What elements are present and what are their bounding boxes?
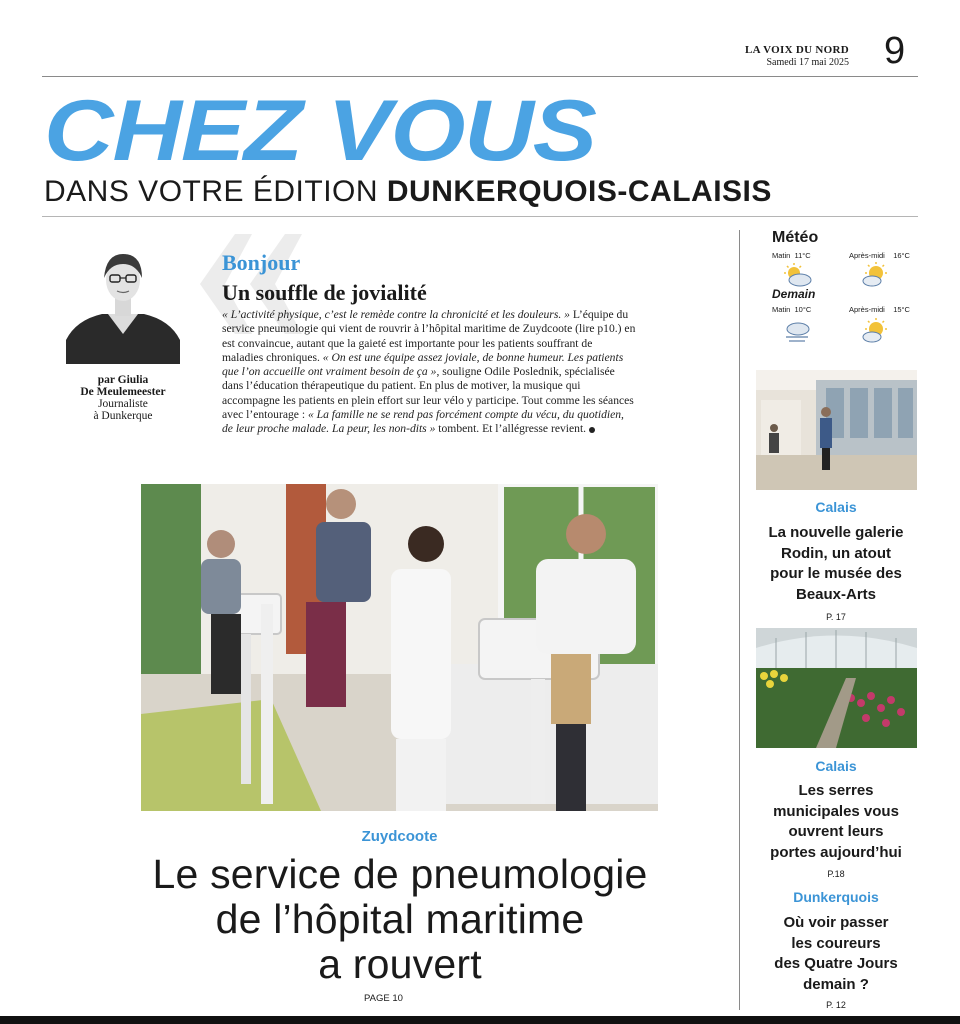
sidebar-story1-headline [750, 523, 922, 605]
headline-line: de l’hôpital maritime [215, 896, 585, 942]
sidebar-story2-page-ref: P.18 [827, 869, 845, 879]
page-number: 9 [884, 30, 906, 72]
weather-title: Météo [772, 229, 819, 246]
headline-line: des Quatre Jours [774, 955, 898, 972]
weather-temp: 15°C [893, 305, 910, 314]
editorial-quote-3: « La famille ne se rend pas forcément compte du vécu, du quotidien, de leur proche malade. La peur, les non-dits » [222, 408, 624, 436]
section-rule [42, 216, 918, 217]
editorial-text-3: tombent. Et l’allégresse revient. [435, 422, 587, 436]
author-role: Journaliste [98, 398, 148, 410]
weather-label: Après-midi [849, 251, 885, 260]
headline-line: Rodin, un atout [781, 544, 891, 562]
editorial-quote-1: « L’activité physique, c’est le remède contre la chronicité et les douleurs. » [222, 308, 570, 321]
headline-line: demain ? [803, 975, 869, 993]
bottom-band [0, 1016, 960, 1024]
museum-gallery-photo [756, 370, 917, 490]
issue-date: Samedi 17 mai 2025 [766, 57, 849, 68]
headline-line: Les serres [798, 782, 874, 799]
sidebar-story3-kicker: Dunkerquois [793, 889, 879, 905]
newspaper-name: LA VOIX DU NORD [745, 44, 850, 56]
fog-cloud-icon [780, 318, 814, 344]
headline-line: Le service de pneumologie [152, 851, 648, 897]
editorial-title: Un souffle de jovialité [222, 280, 427, 305]
editorial-text-2: , souligne Odile Poslednik, spécialisée dans l’éducation thérapeutique du patient. En plus de motiver, la musique qui accompagne les patients en plein effort sur leur vélo y participe. Tout comme les séances avec l’entourage : [222, 365, 634, 422]
editorial-kicker: Bonjour [222, 250, 301, 275]
sun-cloud-icon [858, 318, 892, 344]
headline-line: a rouvert [318, 941, 482, 987]
headline-line: ouvrent leurs [788, 823, 884, 840]
weather-tomorrow-morning-label [772, 305, 811, 314]
top-rule [42, 76, 918, 77]
headline-line: Beaux-Arts [795, 585, 877, 603]
author-location: à Dunkerque [93, 410, 153, 422]
main-story-headline [90, 852, 710, 987]
weather-label: Après-midi [849, 305, 885, 314]
weather-morning-label [772, 251, 811, 260]
sidebar-story3-page-ref: P. 12 [826, 1000, 846, 1010]
section-title: CHEZ VOUS [44, 83, 596, 179]
editorial-quote-2: « On est une équipe assez joviale, de bonne humeur. Les patients que l’on accueille ont vraiment besoin de ça » [222, 350, 624, 379]
headline-line: portes aujourd’hui [770, 843, 902, 861]
headline-line: municipales vous [773, 802, 899, 820]
section-subtitle [44, 174, 772, 210]
subtitle-edition: DUNKERQUOIS-CALAISIS [386, 175, 772, 208]
author-name: De Meulemeester [80, 386, 166, 398]
author-portrait [66, 248, 180, 364]
sun-cloud-icon [858, 262, 892, 288]
end-bullet-icon [589, 427, 595, 433]
main-story-kicker: Zuydcoote [361, 828, 438, 845]
headline-line: pour le musée des [770, 565, 902, 582]
weather-tomorrow-afternoon-label [849, 305, 910, 314]
editorial-body [222, 308, 636, 437]
weather-tomorrow-title: Demain [772, 287, 816, 301]
weather-temp: 10°C [794, 305, 812, 314]
headline-line: les coureurs [791, 934, 881, 952]
weather-temp: 11°C [794, 251, 811, 260]
author-by: par Giulia [97, 374, 149, 386]
author-credit [60, 374, 186, 422]
weather-label: Matin [772, 305, 791, 314]
editorial-text-1: L’équipe du service pneumologie qui vient de rouvrir à l’hôpital maritime de Zuydcoote (lire p10.) en est convaincue, autant que la gaieté est importante pour les patients souffrant de maladies chroniques. [222, 308, 636, 364]
weather-label: Matin [772, 251, 791, 260]
column-divider [739, 230, 740, 1010]
weather-afternoon-label [849, 251, 910, 260]
main-story-page-ref: PAGE 10 [364, 993, 403, 1004]
sidebar-story1-kicker: Calais [815, 499, 857, 515]
sidebar-story3-headline [750, 913, 922, 995]
sidebar-story2-kicker: Calais [815, 758, 857, 774]
headline-line: Où voir passer [783, 914, 889, 931]
weather-temp: 16°C [893, 251, 910, 260]
sun-cloud-icon [780, 262, 814, 288]
greenhouse-photo [756, 628, 917, 748]
sidebar-story1-page-ref: P. 17 [826, 612, 846, 622]
headline-line: La nouvelle galerie [768, 524, 904, 541]
subtitle-prefix: DANS VOTRE ÉDITION [44, 175, 387, 208]
main-story-photo [141, 484, 658, 811]
sidebar-story2-headline [750, 781, 922, 863]
